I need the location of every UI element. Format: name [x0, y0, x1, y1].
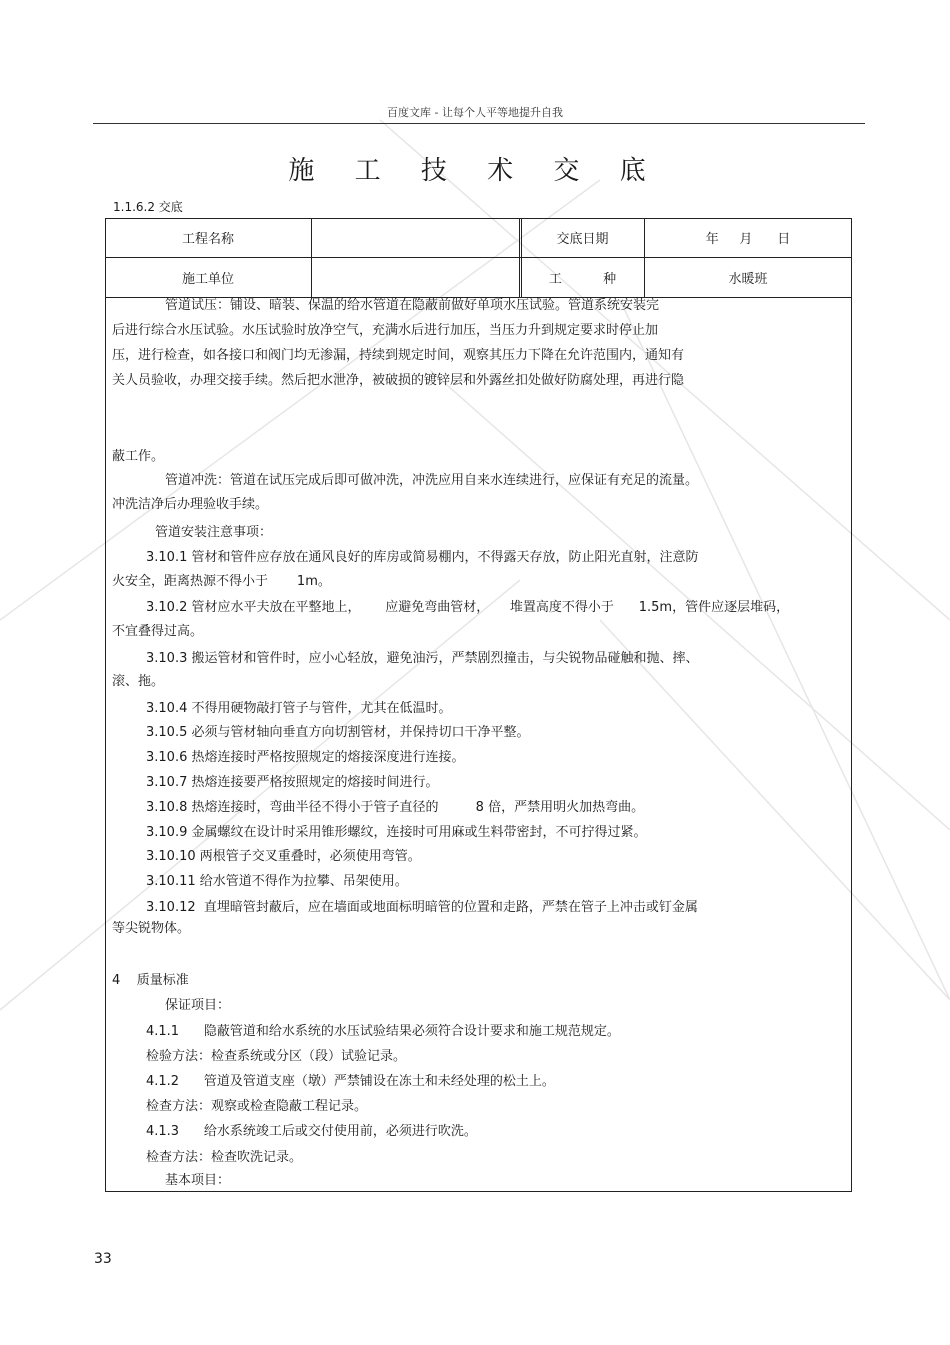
body-line: 4.1.3 给水系统竣工后或交付使用前，必须进行吹洗。: [146, 1124, 477, 1139]
table-divider: [644, 218, 645, 298]
body-line: 不宜叠得过高。: [112, 624, 204, 639]
body-line: 3.10.4 不得用硬物敲打管子与管件，尤其在低温时。: [146, 701, 452, 716]
body-line: 后进行综合水压试验。水压试验时放净空气，充满水后进行加压，当压力升到规定要求时停止加: [112, 323, 659, 338]
body-line: 管道冲洗：管道在试压完成后即可做冲洗，冲洗应用自来水连续进行，应保证有充足的流量。: [165, 473, 699, 488]
body-line: 检验方法：检查系统或分区（段）试验记录。: [146, 1049, 407, 1064]
unit-value: [311, 258, 521, 297]
project-name-label: 工程名称: [181, 232, 234, 247]
page-number: 33: [94, 1251, 112, 1267]
body-line: 3.10.7 热熔连接要严格按照规定的熔接时间进行。: [146, 775, 439, 790]
body-line: 冲洗洁净后办理验收手续。: [112, 497, 269, 512]
body-line: 3.10.6 热熔连接时严格按照规定的熔接深度进行连接。: [146, 750, 465, 765]
body-line: 4.1.1 隐蔽管道和给水系统的水压试验结果必须符合设计要求和施工规范规定。: [146, 1024, 620, 1039]
body-line: 关人员验收，办理交接手续。然后把水泄净，被破损的镀锌层和外露丝扣处做好防腐处理，再进行隐: [112, 373, 685, 388]
body-line: 检查方法：检查吹洗记录。: [146, 1150, 303, 1165]
body-line: 3.10.8 热熔连接时，弯曲半径不得小于管子直径的 8 倍，严禁用明火加热弯曲。: [146, 800, 645, 815]
date-label: 交底日期: [556, 232, 609, 247]
body-line: 检查方法：观察或检查隐蔽工程记录。: [146, 1099, 368, 1114]
body-line: 火安全，距离热源不得小于 1m。: [112, 574, 331, 589]
unit-label: 施工单位: [181, 272, 234, 287]
body-line: 3.10.11 给水管道不得作为拉攀、吊架使用。: [146, 874, 408, 889]
date-value: 年 月 日: [705, 232, 791, 247]
section-label: 1.1.6.2 交底: [113, 200, 183, 214]
document-title: 施 工 技 术 交 底: [288, 156, 662, 186]
body-line: 蔽工作。: [112, 449, 165, 464]
page-header: 百度文库 - 让每个人平等地提升自我: [387, 106, 563, 119]
body-line: 管道安装注意事项：: [155, 525, 273, 540]
body-line: 等尖锐物体。: [112, 921, 191, 936]
body-line: 压，进行检查，如各接口和阀门均无渗漏，持续到规定时间，观察其压力下降在允许范围内，通知有: [112, 348, 685, 363]
body-line: 3.10.2 管材应水平夫放在平整地上， 应避免弯曲管材， 堆置高度不得小于 1.5m，管件应逐层堆码，: [146, 600, 790, 615]
table-divider: [519, 218, 522, 298]
project-name-value: [311, 218, 521, 257]
table-row-unit: [105, 258, 852, 298]
header-rule: [93, 123, 865, 124]
trade-label: 工 种: [548, 272, 617, 287]
body-line: 3.10.9 金属螺纹在设计时采用锥形螺纹，连接时可用麻或生料带密封，不可拧得过紧。: [146, 825, 647, 840]
body-line: 滚、拖。: [112, 674, 165, 689]
body-line: 3.10.1 管材和管件应存放在通风良好的库房或简易棚内，不得露天存放，防止阳光直射，注意防: [146, 550, 699, 565]
section-heading: 4 质量标准: [112, 973, 189, 988]
trade-value: 水暖班: [728, 272, 768, 287]
table-divider: [311, 218, 312, 298]
body-line: 3.10.3 搬运管材和管件时，应小心轻放，避免油污，严禁剧烈撞击，与尖锐物品碰触和抛、摔、: [146, 651, 699, 666]
body-line: 3.10.12 直埋暗管封蔽后，应在墙面或地面标明暗管的位置和走路，严禁在管子上冲击或钉金属: [146, 900, 698, 915]
body-line: 管道试压：铺设、暗装、保温的给水管道在隐蔽前做好单项水压试验。管道系统安装完: [165, 298, 660, 313]
body-line: 保证项目：: [165, 998, 231, 1013]
body-line: 4.1.2 管道及管道支座（墩）严禁铺设在冻土和未经处理的松土上。: [146, 1074, 555, 1089]
body-line: 3.10.5 必须与管材轴向垂直方向切割管材，并保持切口干净平整。: [146, 725, 530, 740]
body-line: 3.10.10 两根管子交叉重叠时，必须使用弯管。: [146, 849, 421, 864]
table-row-project: [105, 218, 852, 258]
body-line: 基本项目：: [165, 1173, 231, 1188]
